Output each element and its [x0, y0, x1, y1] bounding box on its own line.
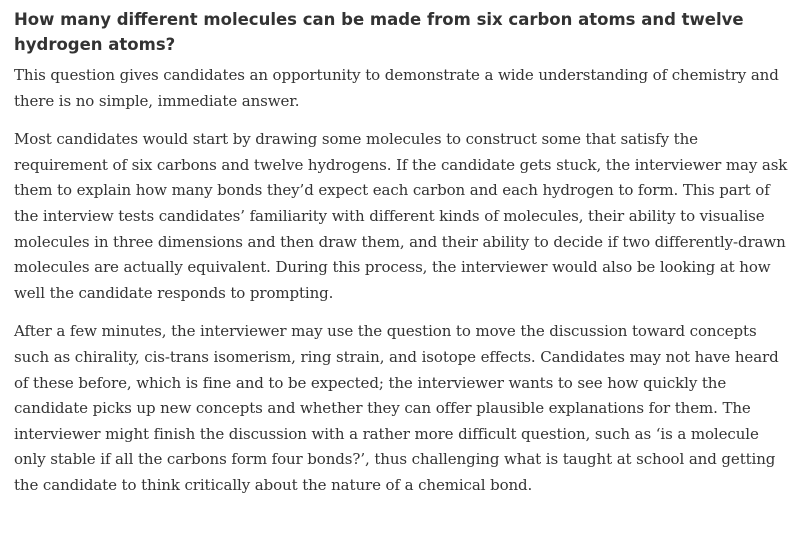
- question-heading: How many different molecules can be made from six carbon atoms and twelve hydrogen atoms?: [14, 10, 744, 54]
- intro-paragraph: This question gives candidates an opportunity to demonstrate a wide understanding of chemistry and there is no simple, immediate answer.: [14, 66, 779, 110]
- process-paragraph: Most candidates would start by drawing some molecules to construct some that satisfy the requirement of six carbons and twelve hydrogens. If the candidate gets stuck, the interviewer may ask them to explain how many bonds they’d expect each carbon and each hydrogen to form. This part of the interview tests candidates’ familiarity with different kinds of molecules, their ability to visualise molecules in three dimensions and then draw them, and their ability to decide if two differently-drawn molecules are actually equivalent. During this process, the interviewer would also be looking at how well the candidate responds to prompting.: [14, 130, 788, 302]
- concepts-paragraph: After a few minutes, the interviewer may use the question to move the discussion toward concepts such as chirality, cis-trans isomerism, ring strain, and isotope effects. Candidates may not have heard of these before, which is fine and to be expected; the interviewer wants to see how quickly the candidate picks up new concepts and whether they can offer plausible explanations for them. The interviewer might finish the discussion with a rather more difficult question, such as ‘is a molecule only stable if all the carbons form four bonds?’, thus challenging what is taught at school and getting the candidate to think critically about the nature of a chemical bond.: [14, 322, 779, 494]
